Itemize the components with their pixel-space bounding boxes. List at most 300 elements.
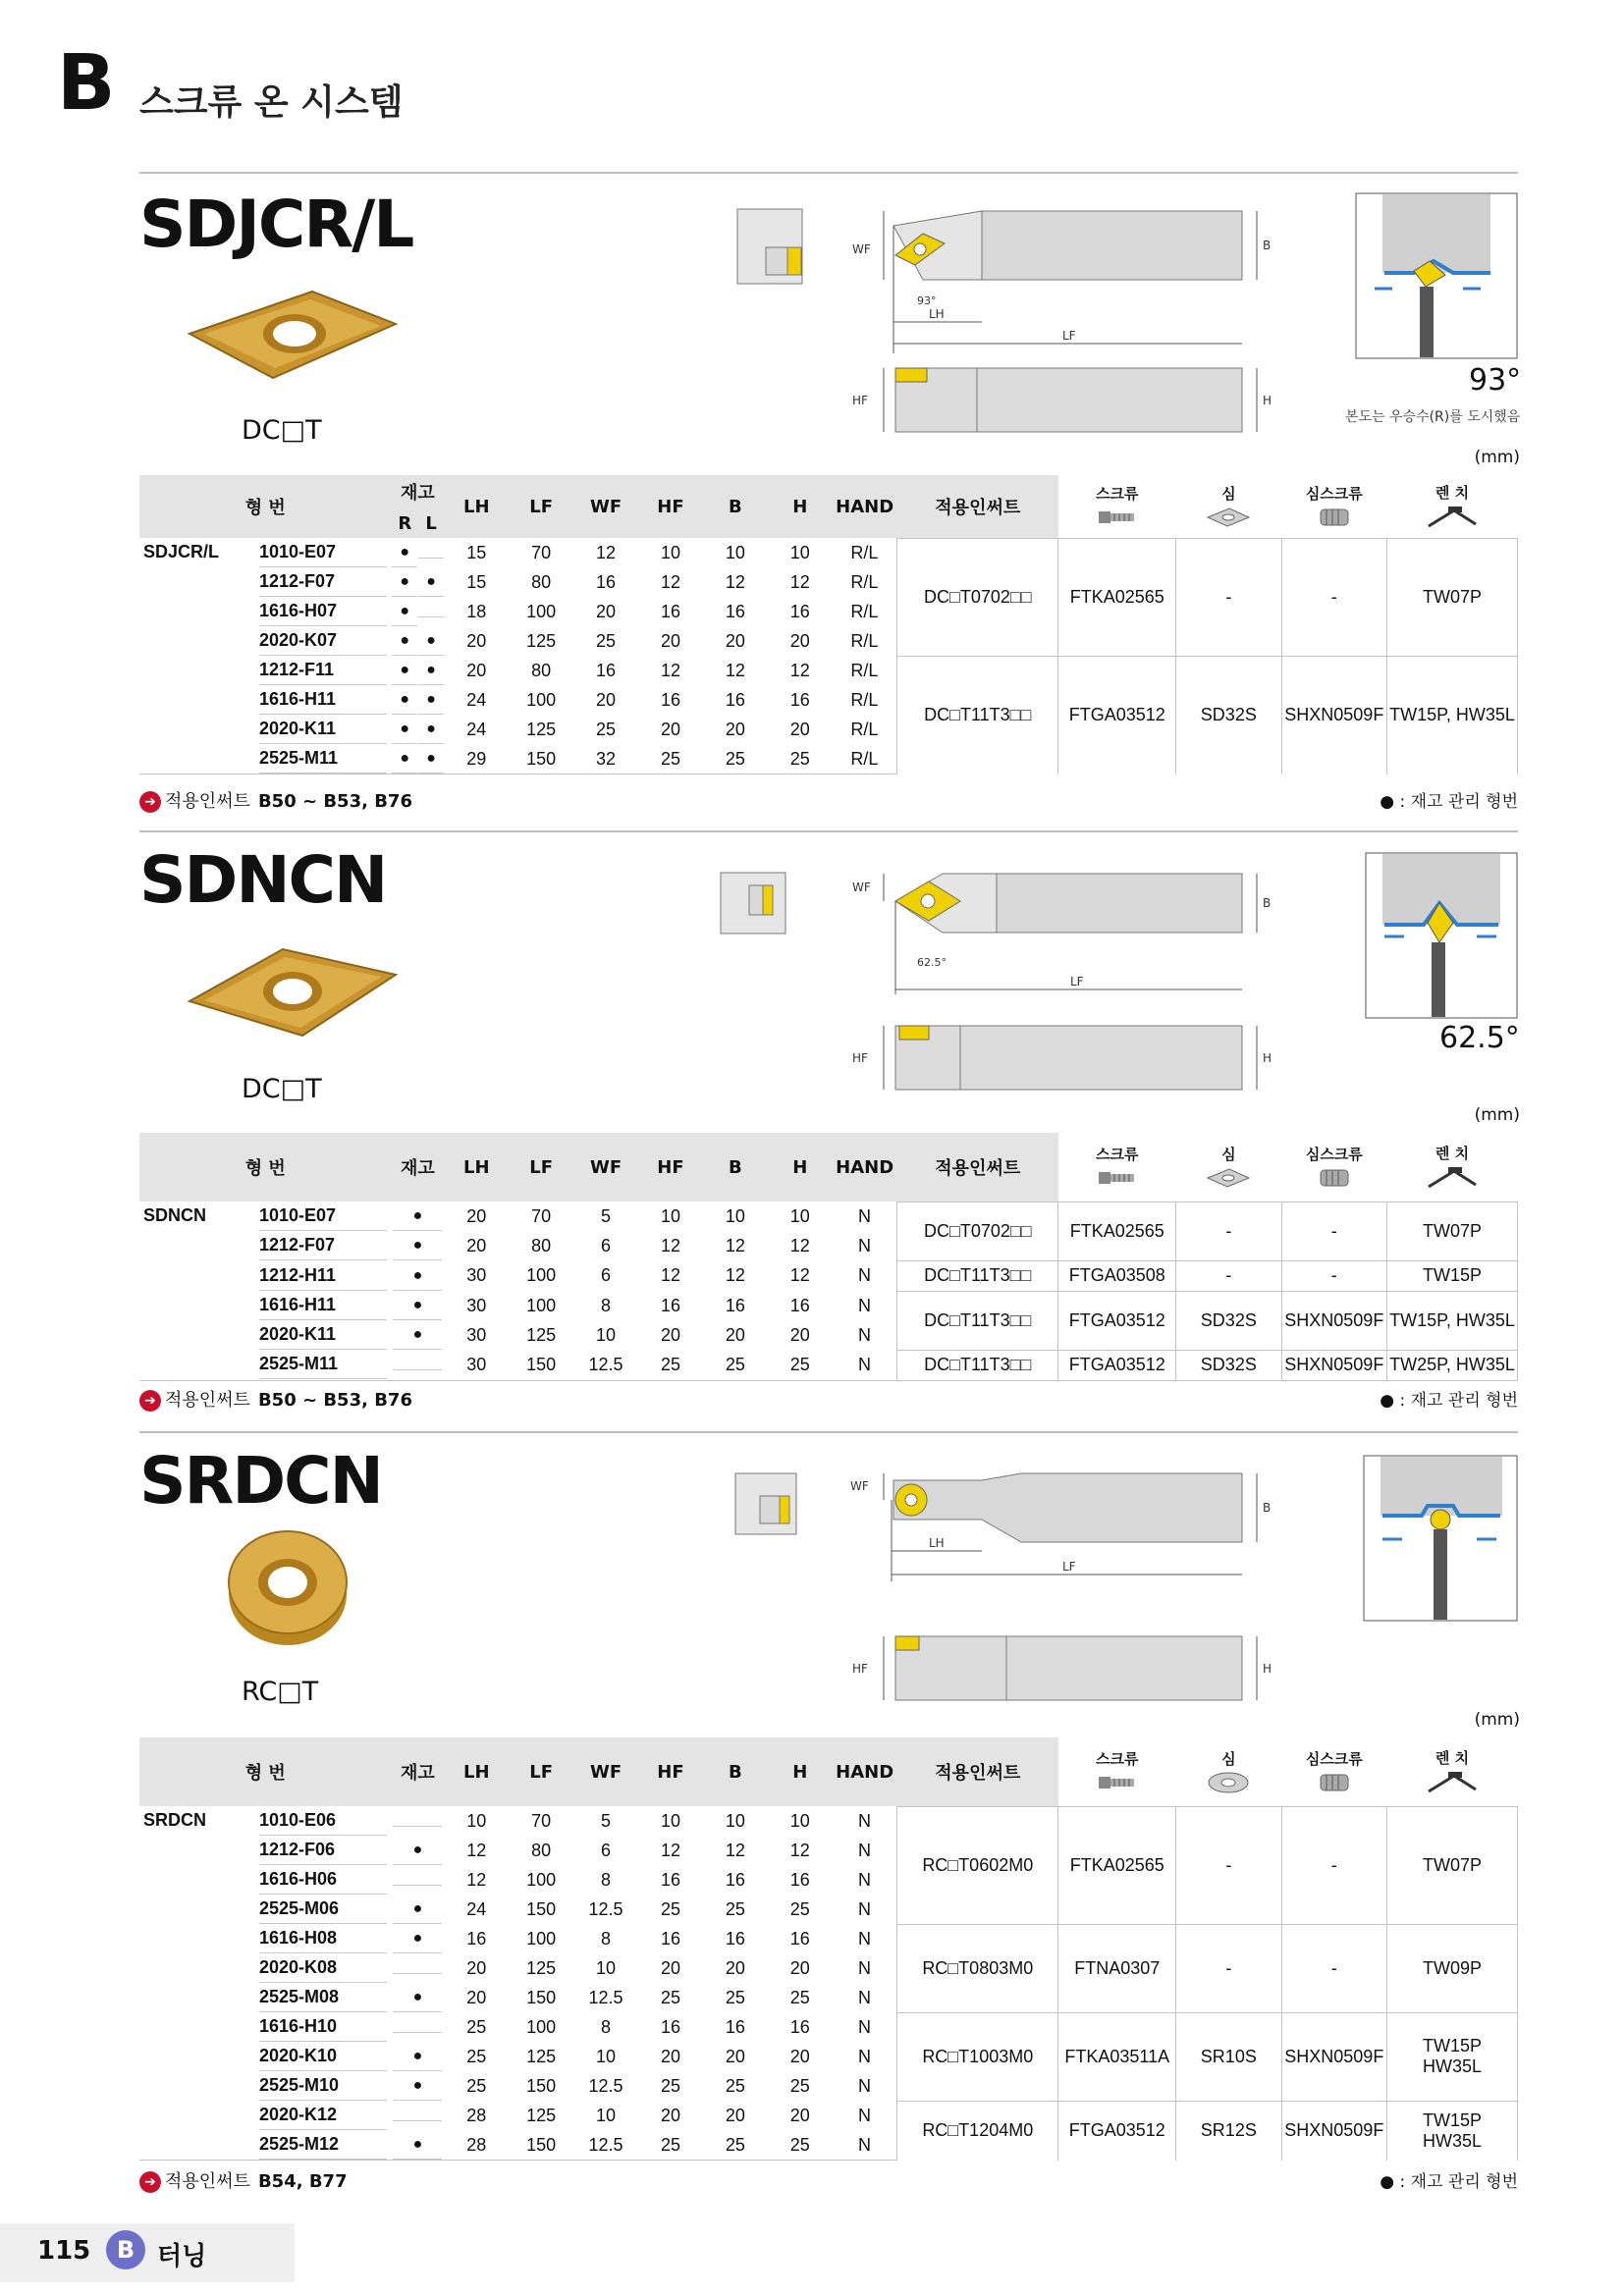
shim-part bbox=[1176, 1201, 1281, 1260]
cell-value: N bbox=[857, 2105, 871, 2125]
wrench-part bbox=[1387, 1350, 1518, 1380]
stock-l-cell bbox=[418, 538, 444, 567]
col-insert: 적용인써트 bbox=[897, 475, 1058, 538]
cell-lf bbox=[509, 656, 573, 685]
model-code: 1010-E07 bbox=[259, 538, 387, 567]
cell-value: 12 bbox=[466, 1840, 487, 1860]
cell-value: 12 bbox=[466, 1869, 487, 1890]
applicable-insert bbox=[897, 1260, 1058, 1291]
stock-l-cell bbox=[418, 685, 444, 715]
cell-hf bbox=[638, 567, 703, 597]
cell-b bbox=[703, 1865, 768, 1895]
cell-value: TW07P bbox=[1423, 586, 1483, 607]
cell-value: 24 bbox=[466, 689, 487, 710]
model-code: 1212-F07 bbox=[259, 567, 387, 597]
model-code: 2020-K11 bbox=[259, 1320, 387, 1350]
cell-hand bbox=[833, 1865, 897, 1895]
unit-label: (mm) bbox=[1474, 448, 1520, 467]
cell-lf bbox=[509, 744, 573, 774]
cell-value: 16 bbox=[789, 1928, 810, 1949]
cell-wf bbox=[573, 685, 638, 715]
col-insert: 적용인써트 bbox=[897, 1133, 1058, 1201]
cell-lh bbox=[444, 1806, 509, 1836]
cell-b bbox=[703, 1836, 768, 1865]
cell-hand bbox=[833, 1953, 897, 1983]
cell-value: R/L bbox=[850, 542, 879, 562]
wrench-part bbox=[1387, 538, 1518, 656]
cell-value: 20 bbox=[660, 2046, 680, 2066]
cell-value: 25 bbox=[466, 2046, 487, 2066]
cell-value: N bbox=[857, 2075, 871, 2096]
cell-value: 100 bbox=[526, 1295, 557, 1315]
model-cell bbox=[139, 1350, 392, 1380]
cell-value: 25 bbox=[660, 2134, 680, 2155]
shim-screw-part bbox=[1281, 1924, 1386, 2012]
dim-h: H bbox=[1263, 1051, 1272, 1065]
stock-r-mark: ● bbox=[392, 656, 417, 685]
stock-cell bbox=[392, 1983, 445, 2012]
cell-value: - bbox=[1225, 586, 1232, 607]
cell-value: - bbox=[1330, 1854, 1337, 1875]
insert-image-dc-icon bbox=[185, 280, 401, 388]
cell-h bbox=[768, 744, 833, 774]
table-row bbox=[139, 1260, 1518, 1291]
wrench-icon bbox=[1425, 1165, 1480, 1191]
cell-b bbox=[703, 2101, 768, 2130]
stock-cell bbox=[392, 1806, 445, 1836]
dim-wf: WF bbox=[852, 881, 871, 894]
cell-value: 6 bbox=[601, 1265, 612, 1285]
cell-value: 10 bbox=[789, 542, 810, 562]
cell-hf bbox=[638, 1895, 703, 1924]
cell-hand bbox=[833, 1983, 897, 2012]
model-cell bbox=[139, 1231, 392, 1260]
cell-h bbox=[768, 1231, 833, 1260]
cell-value: 10 bbox=[660, 542, 680, 562]
shim-part bbox=[1176, 2012, 1281, 2101]
shim-part bbox=[1176, 656, 1281, 774]
top-view-diagram bbox=[835, 206, 1276, 353]
col-hf: HF bbox=[638, 1133, 703, 1201]
cell-value: FTNA0307 bbox=[1074, 1957, 1161, 1978]
cell-lf bbox=[509, 626, 573, 656]
cell-lh bbox=[444, 2101, 509, 2130]
cell-lh bbox=[444, 2012, 509, 2042]
cell-value: 25 bbox=[725, 2134, 745, 2155]
cell-wf bbox=[573, 2012, 638, 2042]
cell-value: FTKA02565 bbox=[1069, 586, 1164, 607]
cell-value: 16 bbox=[789, 1869, 810, 1890]
cell-value: 100 bbox=[526, 1265, 557, 1285]
approach-angle: 93° bbox=[1469, 363, 1522, 398]
cell-value: R/L bbox=[850, 689, 879, 710]
col-h: H bbox=[768, 475, 833, 538]
cell-value: N bbox=[857, 1295, 871, 1315]
cell-value: SHXN0509F bbox=[1284, 2120, 1384, 2140]
cell-h bbox=[768, 1895, 833, 1924]
cell-value: DC□T11T3□□ bbox=[924, 1355, 1032, 1374]
wrench-part bbox=[1387, 1806, 1518, 1924]
cell-hand bbox=[833, 1291, 897, 1320]
col-stock: 재고 bbox=[392, 475, 445, 508]
top-view-diagram bbox=[835, 1468, 1276, 1586]
cell-value: 12 bbox=[789, 571, 810, 592]
cell-b bbox=[703, 538, 768, 567]
model-cell bbox=[139, 1895, 392, 1924]
end-view-icon bbox=[734, 1472, 799, 1537]
arrow-right-icon: ➔ bbox=[139, 1390, 161, 1412]
model-cell bbox=[139, 1865, 392, 1895]
cell-hf bbox=[638, 2042, 703, 2071]
cell-value: 12 bbox=[789, 660, 810, 680]
applicable-insert bbox=[897, 1806, 1058, 1924]
cell-hf bbox=[638, 744, 703, 774]
cell-value: 100 bbox=[526, 601, 557, 621]
cell-value: 24 bbox=[466, 719, 487, 739]
cell-h bbox=[768, 1836, 833, 1865]
insert-image-dc-icon bbox=[185, 937, 401, 1045]
wrench-part bbox=[1387, 1201, 1518, 1260]
cell-hand bbox=[833, 1895, 897, 1924]
cell-b bbox=[703, 1320, 768, 1350]
cell-value: 25 bbox=[725, 1354, 745, 1374]
cell-lf bbox=[509, 1201, 573, 1231]
cell-b bbox=[703, 2012, 768, 2042]
cell-value: 24 bbox=[466, 1898, 487, 1919]
model-cell bbox=[139, 1806, 392, 1836]
shim-screw-part bbox=[1281, 538, 1386, 656]
cell-wf bbox=[573, 1836, 638, 1865]
cell-lf bbox=[509, 1320, 573, 1350]
table-row bbox=[139, 1924, 1518, 1953]
cell-hand bbox=[833, 1320, 897, 1350]
cell-value: 20 bbox=[466, 1235, 487, 1255]
dim-wf: WF bbox=[850, 1479, 869, 1493]
col-wf: WF bbox=[573, 1133, 638, 1201]
cell-value: N bbox=[857, 1869, 871, 1890]
divider bbox=[139, 830, 1518, 832]
cell-value: 16 bbox=[466, 1928, 487, 1949]
cell-value: FTKA02565 bbox=[1069, 1854, 1164, 1875]
cell-b bbox=[703, 656, 768, 685]
cell-value: FTKA03511A bbox=[1064, 2046, 1170, 2066]
cell-value: 15 bbox=[466, 542, 487, 562]
dim-hf: HF bbox=[852, 1051, 868, 1065]
cell-lf bbox=[509, 1983, 573, 2012]
cell-value: 20 bbox=[466, 1987, 487, 2007]
cell-value: R/L bbox=[850, 630, 879, 651]
wrench-part bbox=[1387, 1924, 1518, 2012]
cell-b bbox=[703, 1350, 768, 1380]
cell-lf bbox=[509, 685, 573, 715]
applicable-insert bbox=[897, 1924, 1058, 2012]
cell-value: N bbox=[857, 1898, 871, 1919]
screw-part bbox=[1058, 1201, 1176, 1260]
cell-value: R/L bbox=[850, 660, 879, 680]
shim-screw-part bbox=[1281, 1350, 1386, 1380]
cell-hf bbox=[638, 1231, 703, 1260]
cell-value: 25 bbox=[789, 1987, 810, 2007]
cell-hf bbox=[638, 1806, 703, 1836]
cell-wf bbox=[573, 1895, 638, 1924]
stock-l-mark bbox=[418, 558, 444, 559]
screw-part bbox=[1058, 656, 1176, 774]
model-cell bbox=[139, 2101, 392, 2130]
cell-hand bbox=[833, 715, 897, 744]
col-h: H bbox=[768, 1737, 833, 1806]
cell-hand bbox=[833, 744, 897, 774]
cell-value: 15 bbox=[466, 571, 487, 592]
cell-value: 12 bbox=[725, 660, 745, 680]
col-screw: 스크류 bbox=[1058, 1133, 1176, 1201]
cell-value: 16 bbox=[660, 1928, 680, 1949]
cell-lh bbox=[444, 685, 509, 715]
shim-screw-icon bbox=[1315, 1771, 1354, 1794]
cell-value: FTGA03512 bbox=[1068, 2120, 1165, 2140]
cell-hand bbox=[833, 567, 897, 597]
cell-value: 100 bbox=[526, 2016, 557, 2037]
cell-lf bbox=[509, 1806, 573, 1836]
cell-wf bbox=[573, 656, 638, 685]
cell-value: 20 bbox=[789, 2046, 810, 2066]
cell-lh bbox=[444, 1924, 509, 1953]
cell-value: FTKA02565 bbox=[1069, 1220, 1164, 1241]
model-cell bbox=[139, 1983, 392, 2012]
dim-lh: LH bbox=[929, 1536, 945, 1550]
cell-value: 16 bbox=[725, 1869, 745, 1890]
cell-value: 16 bbox=[725, 1928, 745, 1949]
cell-hf bbox=[638, 1201, 703, 1231]
cell-value: 10 bbox=[725, 542, 745, 562]
col-stock-l: L bbox=[418, 508, 444, 538]
cell-value: 8 bbox=[601, 2016, 612, 2037]
cell-lh bbox=[444, 1983, 509, 2012]
cell-hand bbox=[833, 1836, 897, 1865]
end-view-icon bbox=[736, 208, 805, 287]
stock-l-mark: ● bbox=[418, 626, 444, 656]
col-insert: 적용인써트 bbox=[897, 1737, 1058, 1806]
stock-mark: ● bbox=[393, 2130, 442, 2160]
cell-h bbox=[768, 626, 833, 656]
section-title-sdncn: SDNCN bbox=[139, 842, 387, 918]
stock-mark bbox=[393, 1369, 442, 1370]
end-view-icon bbox=[720, 872, 788, 936]
cell-value: DC□T11T3□□ bbox=[924, 1265, 1032, 1285]
cell-hf bbox=[638, 2012, 703, 2042]
cell-value: 28 bbox=[466, 2134, 487, 2155]
cell-value: FTGA03512 bbox=[1068, 1355, 1165, 1374]
cell-value: TW07P bbox=[1423, 1220, 1483, 1241]
spec-table-sdjcr bbox=[139, 475, 1518, 774]
model-code: 2525-M11 bbox=[259, 1350, 387, 1379]
cell-lf bbox=[509, 567, 573, 597]
cell-value: 25 bbox=[660, 1354, 680, 1374]
cell-h bbox=[768, 538, 833, 567]
dim-lf: LF bbox=[1070, 975, 1084, 988]
cell-hf bbox=[638, 626, 703, 656]
cell-value: 125 bbox=[526, 719, 557, 739]
cell-hand bbox=[833, 656, 897, 685]
cell-value: 10 bbox=[660, 1810, 680, 1831]
shim-screw-part bbox=[1281, 2101, 1386, 2161]
cell-wf bbox=[573, 1201, 638, 1231]
cell-value: HW35L bbox=[1423, 2130, 1483, 2151]
cell-value: 16 bbox=[725, 2016, 745, 2037]
cell-value: 25 bbox=[596, 719, 617, 739]
cell-value: 20 bbox=[725, 2105, 745, 2125]
dim-b: B bbox=[1263, 1501, 1272, 1515]
cell-h bbox=[768, 567, 833, 597]
cell-value: 10 bbox=[660, 1205, 680, 1226]
cell-value: 20 bbox=[466, 630, 487, 651]
shim-screw-icon bbox=[1315, 506, 1354, 529]
shim-icon bbox=[1204, 1166, 1253, 1190]
cell-value: 20 bbox=[660, 630, 680, 651]
model-code: 1616-H08 bbox=[259, 1924, 387, 1953]
cell-h bbox=[768, 2012, 833, 2042]
cell-hand bbox=[833, 2130, 897, 2161]
cell-hand bbox=[833, 685, 897, 715]
cell-value: 25 bbox=[789, 748, 810, 769]
screw-part bbox=[1058, 538, 1176, 656]
wrench-part bbox=[1387, 2012, 1518, 2101]
application-diagram bbox=[1365, 852, 1518, 1019]
cell-hf bbox=[638, 2130, 703, 2161]
cell-b bbox=[703, 1924, 768, 1953]
cell-lf bbox=[509, 2012, 573, 2042]
cell-value: - bbox=[1225, 1265, 1232, 1285]
stock-mark: ● bbox=[393, 1320, 442, 1350]
cell-value: 25 bbox=[725, 2075, 745, 2096]
cell-b bbox=[703, 685, 768, 715]
col-stock: 재고 bbox=[392, 1133, 445, 1201]
stock-r-cell bbox=[392, 744, 418, 774]
cell-value: SD32S bbox=[1200, 705, 1257, 724]
insert-reference: ➔ 적용인써트 B50 ~ B53, B76 bbox=[139, 1386, 412, 1412]
col-model: 형 번 bbox=[139, 1133, 392, 1201]
cell-hand bbox=[833, 1201, 897, 1231]
cell-h bbox=[768, 1953, 833, 1983]
cell-b bbox=[703, 597, 768, 626]
stock-legend: ● : 재고 관리 형번 bbox=[1380, 1391, 1518, 1411]
cell-value: TW15P bbox=[1423, 2036, 1483, 2056]
cell-wf bbox=[573, 744, 638, 774]
cell-value: 25 bbox=[789, 2134, 810, 2155]
cell-b bbox=[703, 1231, 768, 1260]
stock-l-mark: ● bbox=[418, 715, 444, 744]
cell-value: 12 bbox=[660, 1265, 680, 1285]
cell-value: 5 bbox=[601, 1810, 612, 1831]
cell-value: 8 bbox=[601, 1869, 612, 1890]
shim-screw-part bbox=[1281, 2012, 1386, 2101]
cell-lh bbox=[444, 2071, 509, 2101]
cell-value: 25 bbox=[466, 2075, 487, 2096]
cell-b bbox=[703, 1953, 768, 1983]
cell-value: 20 bbox=[466, 1205, 487, 1226]
model-code: 2525-M08 bbox=[259, 1983, 387, 2012]
section-title-sdjcr: SDJCR/L bbox=[139, 187, 413, 262]
model-code: 2525-M10 bbox=[259, 2071, 387, 2101]
cell-b bbox=[703, 626, 768, 656]
cell-value: N bbox=[857, 1810, 871, 1831]
cell-value: 100 bbox=[526, 1869, 557, 1890]
cell-value: 150 bbox=[526, 2075, 557, 2096]
shim-part bbox=[1176, 1291, 1281, 1350]
cell-value: N bbox=[857, 1840, 871, 1860]
dim-hf: HF bbox=[852, 394, 868, 407]
cell-value: 12 bbox=[725, 1265, 745, 1285]
cell-value: 100 bbox=[526, 1928, 557, 1949]
unit-label: (mm) bbox=[1474, 1710, 1520, 1730]
cell-value: 10 bbox=[725, 1205, 745, 1226]
model-cell bbox=[139, 1260, 392, 1291]
cell-value: 20 bbox=[466, 1957, 487, 1978]
cell-hf bbox=[638, 1865, 703, 1895]
cell-value: 12.5 bbox=[588, 1987, 623, 2007]
cell-hf bbox=[638, 715, 703, 744]
cell-hf bbox=[638, 1836, 703, 1865]
wrench-part bbox=[1387, 1260, 1518, 1291]
stock-r-mark: ● bbox=[392, 715, 417, 744]
cell-value: 150 bbox=[526, 1898, 557, 1919]
cell-value: 150 bbox=[526, 1987, 557, 2007]
cell-value: 30 bbox=[466, 1265, 487, 1285]
cell-value: 20 bbox=[660, 2105, 680, 2125]
cell-b bbox=[703, 2130, 768, 2161]
cell-hf bbox=[638, 1320, 703, 1350]
table-row bbox=[139, 538, 1518, 567]
stock-r-mark: ● bbox=[392, 626, 417, 656]
cell-b bbox=[703, 2042, 768, 2071]
model-code: 1212-F06 bbox=[259, 1836, 387, 1865]
dim-angle: 62.5° bbox=[917, 956, 947, 969]
cell-lf bbox=[509, 1865, 573, 1895]
cell-hand bbox=[833, 2101, 897, 2130]
stock-cell bbox=[392, 1320, 445, 1350]
cell-value: DC□T11T3□□ bbox=[924, 1309, 1032, 1330]
cell-wf bbox=[573, 2071, 638, 2101]
cell-lh bbox=[444, 1953, 509, 1983]
cell-value: SD32S bbox=[1200, 1309, 1257, 1330]
model-cell bbox=[139, 715, 392, 744]
cell-wf bbox=[573, 2130, 638, 2161]
cell-hf bbox=[638, 2101, 703, 2130]
divider bbox=[139, 1431, 1518, 1433]
cell-value: RC□T1003M0 bbox=[922, 2046, 1034, 2066]
cell-wf bbox=[573, 1350, 638, 1380]
cell-lh bbox=[444, 1836, 509, 1865]
model-code: 2525-M11 bbox=[259, 744, 387, 774]
cell-value: 70 bbox=[531, 1205, 552, 1226]
cell-lh bbox=[444, 1865, 509, 1895]
cell-value: 12 bbox=[725, 571, 745, 592]
cell-b bbox=[703, 1260, 768, 1291]
approach-angle: 62.5° bbox=[1439, 1021, 1520, 1055]
wrench-part bbox=[1387, 1291, 1518, 1350]
cell-value: 10 bbox=[789, 1810, 810, 1831]
cell-value: 16 bbox=[789, 601, 810, 621]
dim-hf: HF bbox=[852, 1662, 868, 1676]
section-name: 터닝 bbox=[157, 2242, 207, 2271]
cell-value: 20 bbox=[789, 630, 810, 651]
application-diagram bbox=[1355, 192, 1518, 359]
stock-r-mark: ● bbox=[392, 744, 417, 774]
model-code: 1212-F11 bbox=[259, 656, 387, 685]
cell-lf bbox=[509, 1953, 573, 1983]
cell-value: 125 bbox=[526, 1324, 557, 1345]
cell-value: 29 bbox=[466, 748, 487, 769]
cell-hf bbox=[638, 1350, 703, 1380]
